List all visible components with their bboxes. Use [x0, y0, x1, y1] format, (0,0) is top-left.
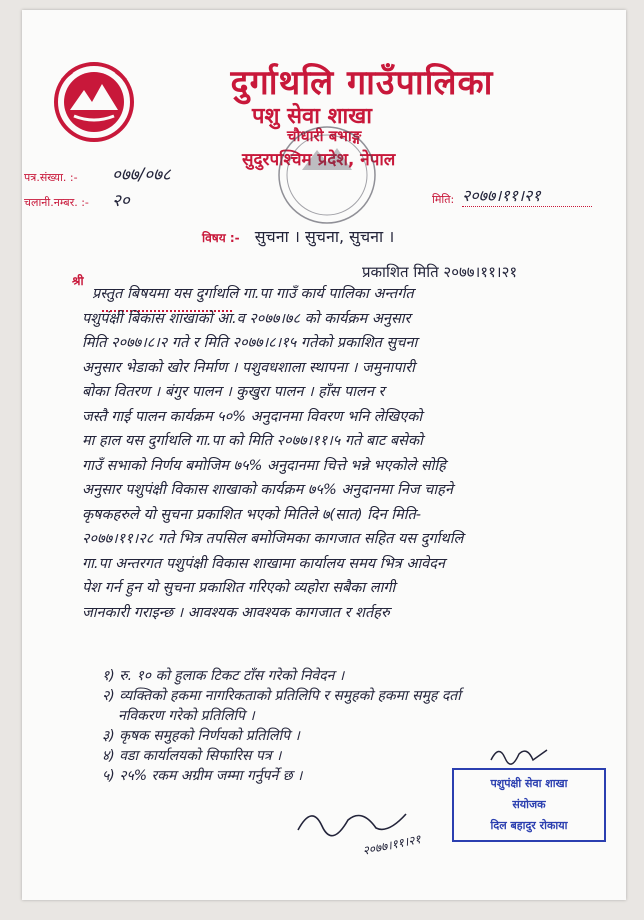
subject-label: विषय :- [202, 231, 240, 245]
org-location: चौधारी बभाङ्ग [287, 127, 362, 145]
notice-body [82, 282, 622, 625]
letter-page [22, 10, 626, 900]
body-line: कृषकहरुले यो सुचना प्रकाशित भएको मितिले ७(सात) दिन मिति- [82, 506, 421, 523]
list-item: २) व्यक्तिको हकमा नागरिकताको प्रतिलिपि र समुहको हकमा समुह दर्ता [102, 688, 461, 704]
org-name: दुर्गाथलि गाउँपालिका [230, 63, 494, 103]
dispatch-label: चलानी.नम्बर. :- [24, 196, 89, 209]
body-line: अनुसार पशुपंक्षी विकास शाखाको कार्यक्रम ७५% अनुदानमा निज चाहने [82, 482, 453, 498]
org-province: सुदुरपश्चिम प्रदेश, नेपाल [242, 150, 396, 170]
stamp-line: संयोजक [512, 798, 546, 811]
body-line: मिति २०७७।८।२ गते र मिति २०७७।८।१५ गतेको प्रकाशित सुचना [82, 335, 418, 351]
body-line: जानकारी गराइन्छ । आवश्यक आवश्यक कागजात र शर्तहरु [82, 604, 390, 621]
signature-icon [487, 740, 557, 770]
list-item: १) रु. १० को हुलाक टिकट टाँस गरेको निवेदन । [102, 668, 345, 684]
body-line: पेश गर्न हुन यो सुचना प्रकाशित गरिएको व्यहोरा सबैका लागी [82, 580, 396, 596]
body-line: २०७७।११।२८ गते भित्र तपसिल बमोजिमका कागजात सहित यस दुर्गाथलि [82, 531, 464, 547]
list-item: ४) वडा कार्यालयको सिफारिस पत्र । [102, 748, 282, 764]
body-line: बोका वितरण । बंगुर पालन । कुखुरा पालन । हाँस पालन र [82, 384, 385, 400]
date-label: मिति: [432, 193, 455, 206]
signature-date: २०७७।११।२१ [361, 832, 422, 858]
signature-icon [292, 800, 412, 840]
subject-text: सुचना । सुचना, सुचना । [254, 227, 395, 246]
body-line: प्रस्तुत बिषयमा यस दुर्गाथलि गा.पा गाउँ कार्य पालिका अन्तर्गत [92, 286, 414, 302]
body-line: जस्तै गाई पालन कार्यक्रम ५०% अनुदानमा विवरण भनि लेखिएको [82, 408, 423, 425]
stamp-line: दिल बहादुर रोकाया [490, 819, 568, 832]
date-value: २०७७।११।२१ [462, 186, 541, 205]
body-line: गाउँ सभाको निर्णय बमोजिम ७५% अनुदानमा चित्ते भन्ने भएकोले सोहि [82, 457, 446, 474]
list-item: नविकरण गरेको प्रतिलिपि । [118, 708, 255, 724]
date-underline [462, 206, 592, 207]
ref-value: ०७७/०७८ [112, 165, 171, 185]
body-line: मा हाल यस दुर्गाथलि गा.पा को मिति २०७७।११।५ गते बाट बसेको [82, 433, 423, 449]
subject-line [202, 225, 394, 247]
section-stamp [452, 768, 606, 842]
ref-label: पत्र.संख्या. :- [24, 171, 78, 184]
office-seal-icon [272, 120, 382, 230]
list-item: ५) २५% रकम अग्रीम जम्मा गर्नुपर्ने छ । [102, 768, 303, 784]
list-item: ३) कृषक समुहको निर्णयको प्रतिलिपि । [102, 728, 300, 744]
body-line: गा.पा अन्तरगत पशुपंक्षी विकास शाखामा कार्यालय समय भित्र आवेदन [82, 555, 445, 572]
published-date: प्रकाशित मिति २०७७।११।२१ [362, 263, 518, 281]
body-line: अनुसार भेडाको खोर निर्माण । पशुवधशाला स्थापना । जमुनापारी [82, 359, 415, 376]
section-name: पशु सेवा शाखा [252, 104, 372, 129]
salutation: श्री [72, 274, 84, 288]
body-line: पशुपंक्षी बिकास शाखाको आ.व २०७७।७८ को कार्यक्रम अनुसार [82, 310, 411, 327]
stamp-line: पशुपंक्षी सेवा शाखा [490, 777, 568, 790]
dispatch-value: २० [112, 191, 130, 211]
